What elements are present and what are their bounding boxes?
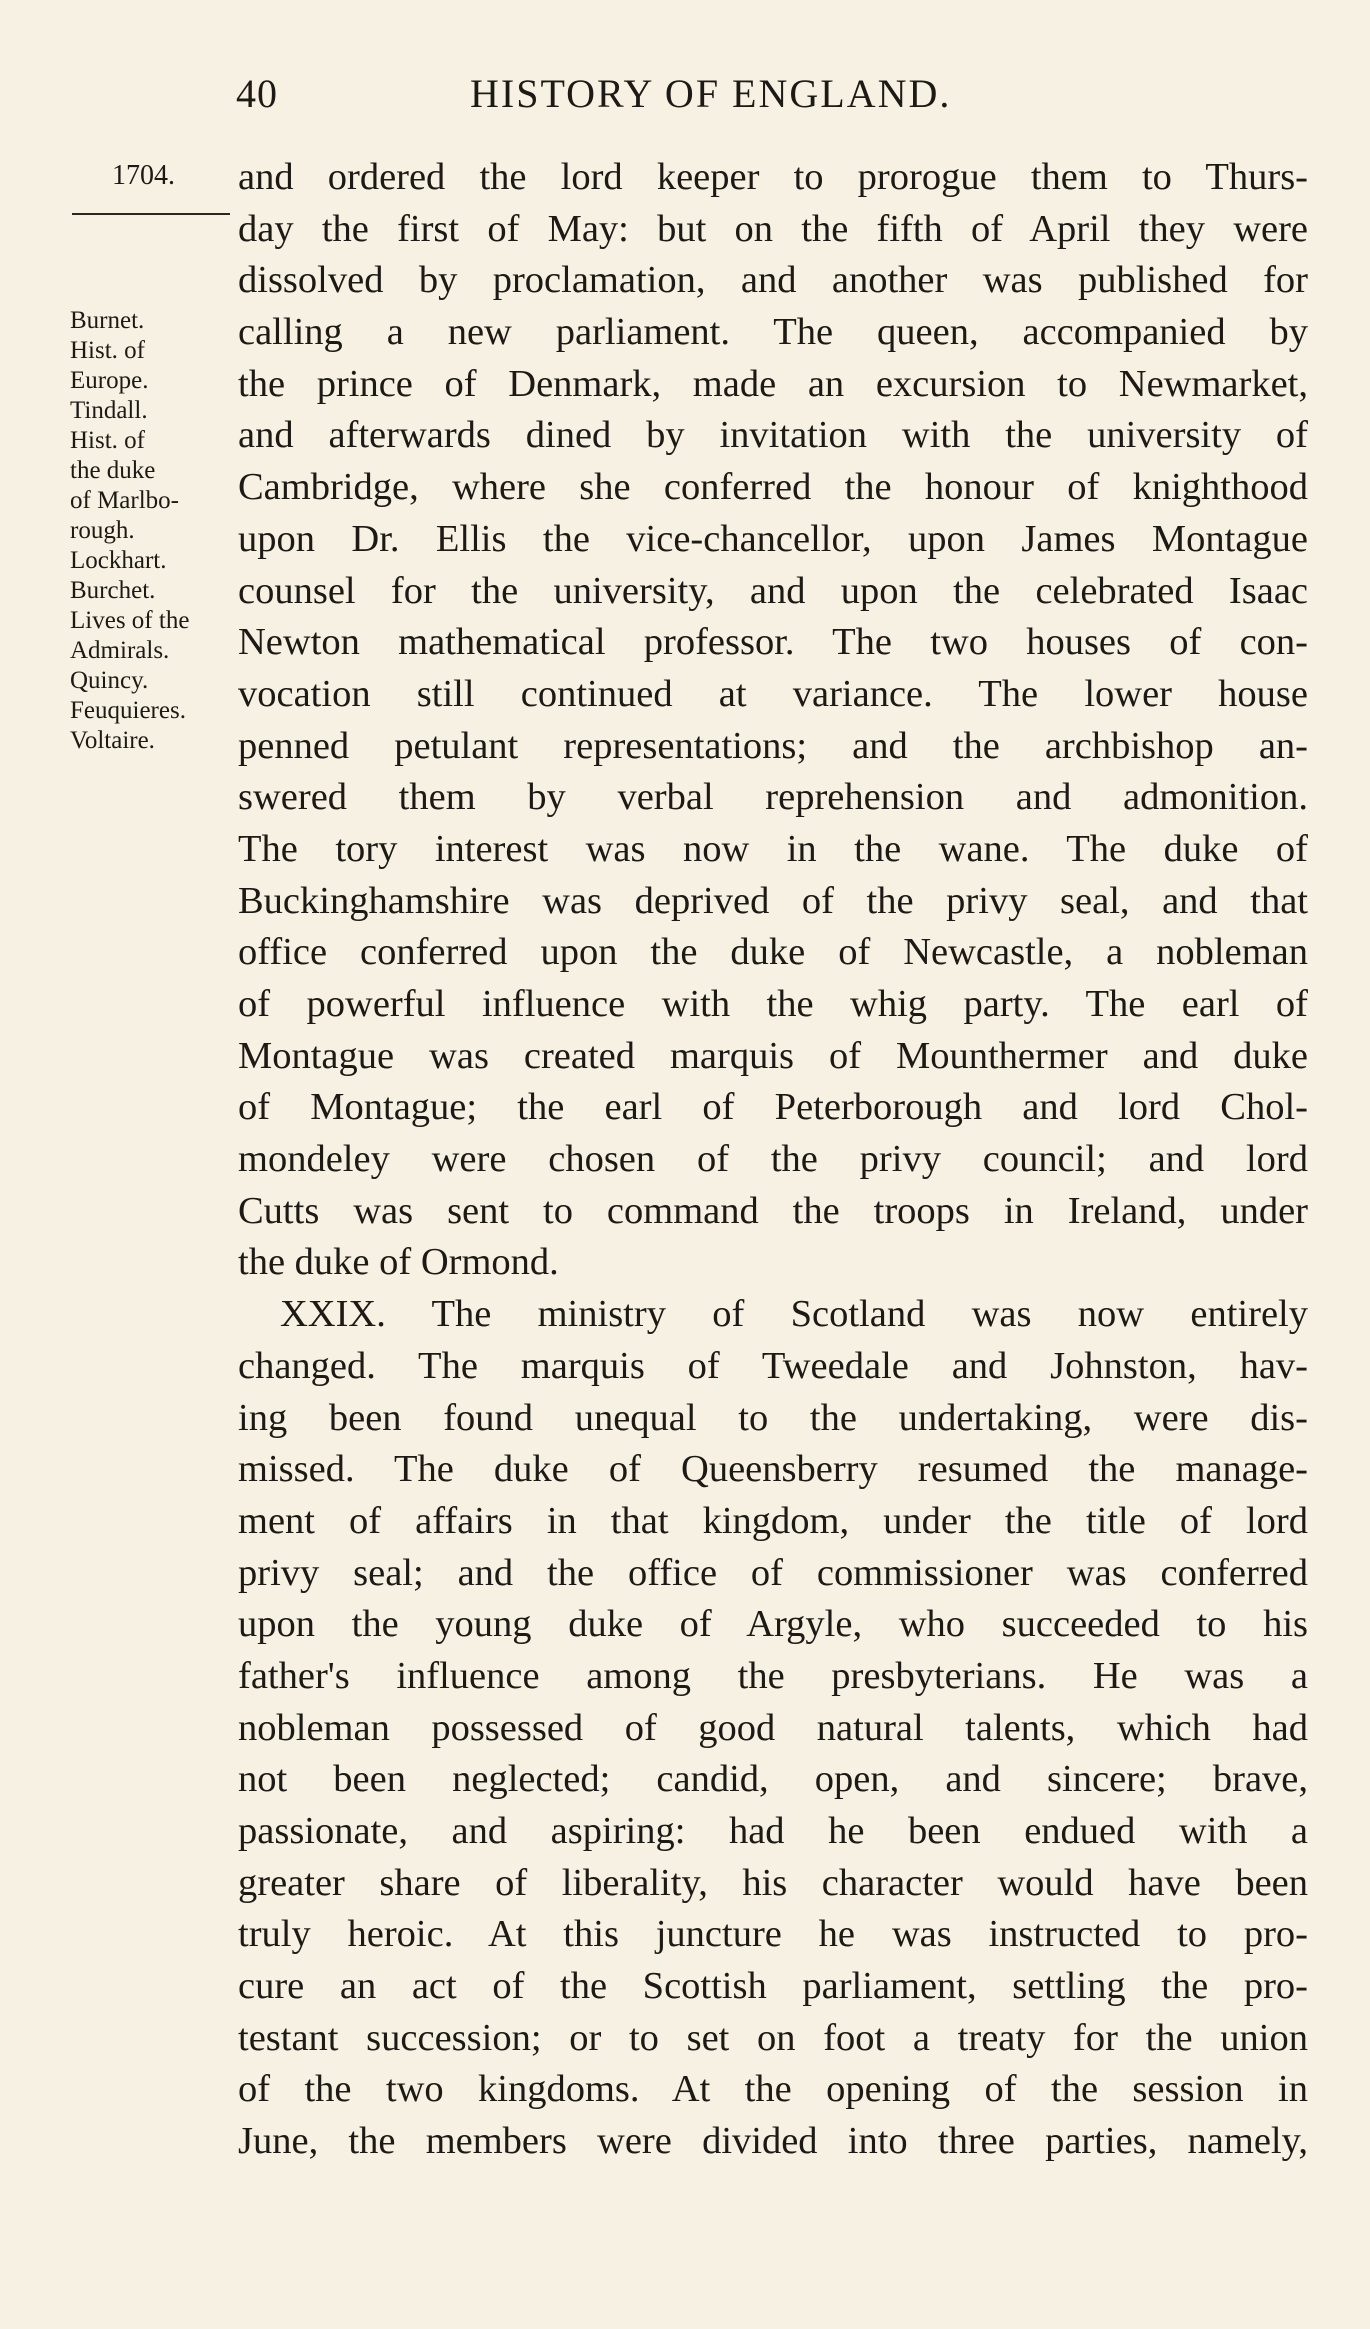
text-line: Montague was created marquis of Mounthermer and duke [238, 1034, 1308, 1077]
text-line: Newton mathematical professor. The two houses of con- [238, 621, 1308, 664]
sidenote-line: of Marlbo- [70, 487, 179, 514]
text-line: mondeley were chosen of the privy council; and lord [238, 1138, 1308, 1181]
text-line: changed. The marquis of Tweedale and Johnston, hav- [238, 1344, 1308, 1387]
sidenote-line: Burchet. [70, 577, 156, 604]
sidenote-line: Lockhart. [70, 547, 167, 574]
text-line: greater share of liberality, his character would have been [238, 1861, 1308, 1904]
sidenote-line: Admirals. [70, 637, 170, 664]
sidenote-line: Tindall. [70, 397, 148, 424]
text-line: The tory interest was now in the wane. The duke of [238, 827, 1308, 870]
sidenote-line: rough. [70, 517, 135, 544]
text-line: of powerful influence with the whig party. The earl of [238, 983, 1308, 1025]
sidenote-line: Lives of the [70, 607, 190, 634]
page-number: 40 [236, 71, 278, 116]
text-line: cure an act of the Scottish parliament, settling the pro- [238, 1965, 1308, 2008]
text-line: Buckinghamshire was deprived of the privy seal, and that [238, 879, 1308, 922]
text-line: nobleman possessed of good natural talents, which had [238, 1706, 1308, 1749]
text-line: calling a new parliament. The queen, accompanied by [238, 311, 1308, 354]
text-line: of Montague; the earl of Peterborough and lord Chol- [238, 1086, 1308, 1129]
sidenote-line: Europe. [70, 367, 149, 394]
body-text [238, 152, 1308, 2168]
text-line: penned petulant representations; and the archbishop an- [238, 724, 1308, 767]
sidenote-line: Hist. of [70, 427, 145, 454]
text-line: missed. The duke of Queensberry resumed the manage- [238, 1448, 1308, 1491]
sidenote-line: Burnet. [70, 307, 145, 334]
text-line: upon Dr. Ellis the vice-chancellor, upon James Montague [238, 517, 1308, 560]
sidenote-line: Voltaire. [70, 727, 155, 754]
text-line: vocation still continued at variance. The lower house [238, 672, 1308, 715]
marginal-references [70, 306, 250, 756]
running-head [0, 70, 1370, 130]
text-line: the duke of Ormond. [238, 1241, 559, 1284]
text-line: and afterwards dined by invitation with the university of [238, 414, 1308, 457]
text-line: testant succession; or to set on foot a treaty for the union [238, 2016, 1308, 2059]
text-line: father's influence among the presbyterians. He was a [238, 1654, 1308, 1697]
text-line: not been neglected; candid, open, and sincere; brave, [238, 1758, 1308, 1801]
text-line: upon the young duke of Argyle, who succeeded to his [238, 1603, 1308, 1646]
page-title: HISTORY OF ENGLAND. [470, 71, 952, 116]
margin-year: 1704. [112, 160, 175, 191]
sidenote-line: the duke [70, 457, 156, 484]
text-line: swered them by verbal reprehension and admonition. [238, 776, 1308, 819]
sidenote-line: Feuquieres. [70, 697, 186, 724]
text-line: ment of affairs in that kingdom, under the title of lord [238, 1499, 1308, 1542]
text-line: June, the members were divided into three parties, namely, [238, 2120, 1308, 2163]
year-divider [72, 213, 230, 215]
text-line: office conferred upon the duke of Newcastle, a nobleman [238, 931, 1308, 974]
text-line: ing been found unequal to the undertaking, were dis- [238, 1396, 1308, 1439]
text-line: Cutts was sent to command the troops in Ireland, under [238, 1189, 1308, 1232]
text-line: of the two kingdoms. At the opening of the session in [238, 2068, 1308, 2111]
text-line: day the first of May: but on the fifth of April they were [238, 207, 1308, 250]
text-line: Cambridge, where she conferred the honour of knighthood [238, 466, 1308, 509]
text-line: passionate, and aspiring: had he been endued with a [238, 1810, 1308, 1852]
text-line: truly heroic. At this juncture he was instructed to pro- [238, 1913, 1308, 1956]
text-line: the prince of Denmark, made an excursion to Newmarket, [238, 362, 1308, 405]
text-line: privy seal; and the office of commissioner was conferred [238, 1551, 1308, 1594]
text-line: counsel for the university, and upon the celebrated Isaac [238, 569, 1308, 612]
sidenote-line: Quincy. [70, 667, 149, 694]
text-line: and ordered the lord keeper to prorogue them to Thurs- [238, 156, 1308, 198]
section-heading-line: XXIX. The ministry of Scotland was now entirely [280, 1293, 1308, 1336]
sidenote-line: Hist. of [70, 337, 145, 364]
text-line: dissolved by proclamation, and another was published for [238, 259, 1308, 302]
